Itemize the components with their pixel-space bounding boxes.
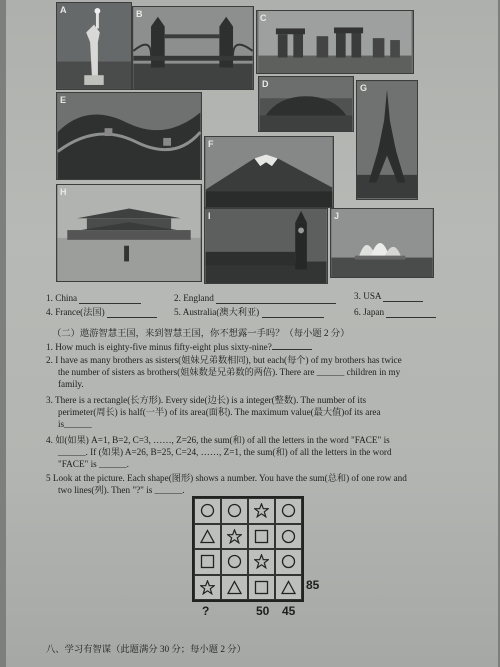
photo-h (56, 184, 202, 282)
question-3-line-3: is______ (58, 419, 92, 429)
big-ben-icon (205, 209, 327, 283)
grid-cell (194, 498, 221, 524)
sydney-opera-house-icon (331, 209, 433, 277)
photo-letter: A (60, 5, 67, 15)
grid-cell (194, 549, 221, 575)
question-2-line-2: the number of sisters as brothers(姐妹数是兄弟数的两倍). There are ______ children in my (58, 367, 401, 377)
star-icon (254, 503, 269, 518)
photo-a (56, 2, 132, 90)
grid-cell (194, 575, 221, 601)
question-4-line-3: "FACE" is ______. (58, 459, 129, 469)
country-item-2: 2. England (174, 292, 336, 304)
photo-i (204, 208, 328, 284)
grid-cell (194, 524, 221, 550)
circle-icon (227, 503, 242, 518)
question-2-line-3: family. (58, 379, 84, 389)
triangle-icon (281, 580, 296, 595)
column-sum-label-2: 50 (256, 604, 270, 618)
question-1: 1. How much is eighty-five minus fifty-eight plus sixty-nine? (46, 341, 312, 353)
country-item-6: 6. Japan (354, 306, 436, 318)
section-8-title: 八、学习有智谋（此题满分 30 分；每小题 2 分） (46, 645, 246, 655)
grid-cell (221, 549, 248, 575)
square-icon (254, 580, 269, 595)
photo-g (356, 80, 418, 200)
country-item-1: 1. China (46, 292, 141, 304)
photo-e (56, 92, 202, 180)
answer-blank[interactable] (216, 303, 336, 304)
photo-letter: C (260, 13, 267, 23)
answer-blank[interactable] (79, 303, 141, 304)
square-icon (200, 554, 215, 569)
star-icon (227, 529, 242, 544)
star-icon (254, 554, 269, 569)
mount-fuji-icon (205, 137, 333, 207)
grid-cell (275, 524, 302, 550)
circle-icon (227, 554, 242, 569)
grid-cell (275, 549, 302, 575)
statue-of-liberty-icon (57, 3, 131, 89)
answer-blank[interactable] (262, 317, 324, 318)
shape-puzzle-grid (192, 496, 304, 602)
question-4-line-1: 4. 如(如果) A=1, B=2, C=3, ……, Z=26, the sum(和) of all the letters in the word "FACE" is (46, 435, 390, 445)
answer-blank[interactable] (272, 349, 312, 350)
grid-cell (248, 575, 275, 601)
photo-d (258, 76, 354, 132)
photo-letter: E (60, 95, 67, 105)
great-wall-icon (57, 93, 201, 179)
photo-letter: H (60, 187, 67, 197)
star-icon (200, 580, 215, 595)
photo-j (330, 208, 434, 278)
photo-letter: I (208, 211, 211, 221)
tower-bridge-icon (133, 7, 253, 89)
grid-cell (275, 575, 302, 601)
answer-blank[interactable] (383, 301, 423, 302)
column-sum-label-3: 45 (282, 604, 296, 618)
country-item-3: 3. USA (354, 290, 423, 302)
grid-cell (275, 498, 302, 524)
triangle-icon (200, 529, 215, 544)
photo-b (132, 6, 254, 90)
grid-cell (221, 524, 248, 550)
grid-cell (248, 549, 275, 575)
photo-letter: G (360, 83, 368, 93)
triangle-icon (227, 580, 242, 595)
grid-cell (221, 575, 248, 601)
question-5-line-1: 5 Look at the picture. Each shape(图形) shows a number. You have the sum(总和) of one row and (46, 473, 407, 483)
photo-c (256, 10, 414, 74)
question-3-line-1: 3. There is a rectangle(长方形). Every side(边长) is a integer(整数). The number of its (46, 395, 367, 405)
photo-letter: F (208, 139, 214, 149)
forbidden-city-icon (57, 185, 201, 281)
question-mark-label: ? (202, 604, 210, 618)
country-item-5: 5. Australia(澳大利亚) (174, 306, 324, 318)
answer-blank[interactable] (107, 317, 157, 318)
circle-icon (281, 554, 296, 569)
question-3-line-2: perimeter(周长) is half(一半) of its area(面积). The maximum value(最大值)of its area (58, 407, 381, 417)
section-2-title: （二）遨游智慧王国，来到智慧王国，你不想露一手吗？（每小题 2 分） (52, 329, 350, 339)
question-4-line-2: ______. If (如果) A=26, B=25, C=24, ……, Z=1, the sum(和) of all the letters in the word (58, 447, 392, 457)
uluru-rock-icon (259, 77, 353, 131)
question-2-line-1: 2. I have as many brothers as sisters(姐妹兄弟数相同), but each(每个) of my brothers has twice (46, 355, 402, 365)
answer-blank[interactable] (386, 317, 436, 318)
circle-icon (281, 503, 296, 518)
row-sum-label: 85 (306, 578, 320, 592)
worksheet-page (6, 0, 498, 667)
question-5-line-2: two lines(列). Then "?" is ______. (58, 485, 185, 495)
square-icon (254, 529, 269, 544)
photo-letter: D (262, 79, 269, 89)
grid-cell (248, 524, 275, 550)
circle-icon (281, 529, 296, 544)
circle-icon (200, 503, 215, 518)
eiffel-tower-icon (357, 81, 417, 199)
country-item-4: 4. France(法国) (46, 306, 157, 318)
photo-letter: B (136, 9, 143, 19)
grid-cell (248, 498, 275, 524)
photo-f (204, 136, 334, 208)
photo-letter: J (334, 211, 340, 221)
grid-cell (221, 498, 248, 524)
stonehenge-icon (257, 11, 413, 73)
